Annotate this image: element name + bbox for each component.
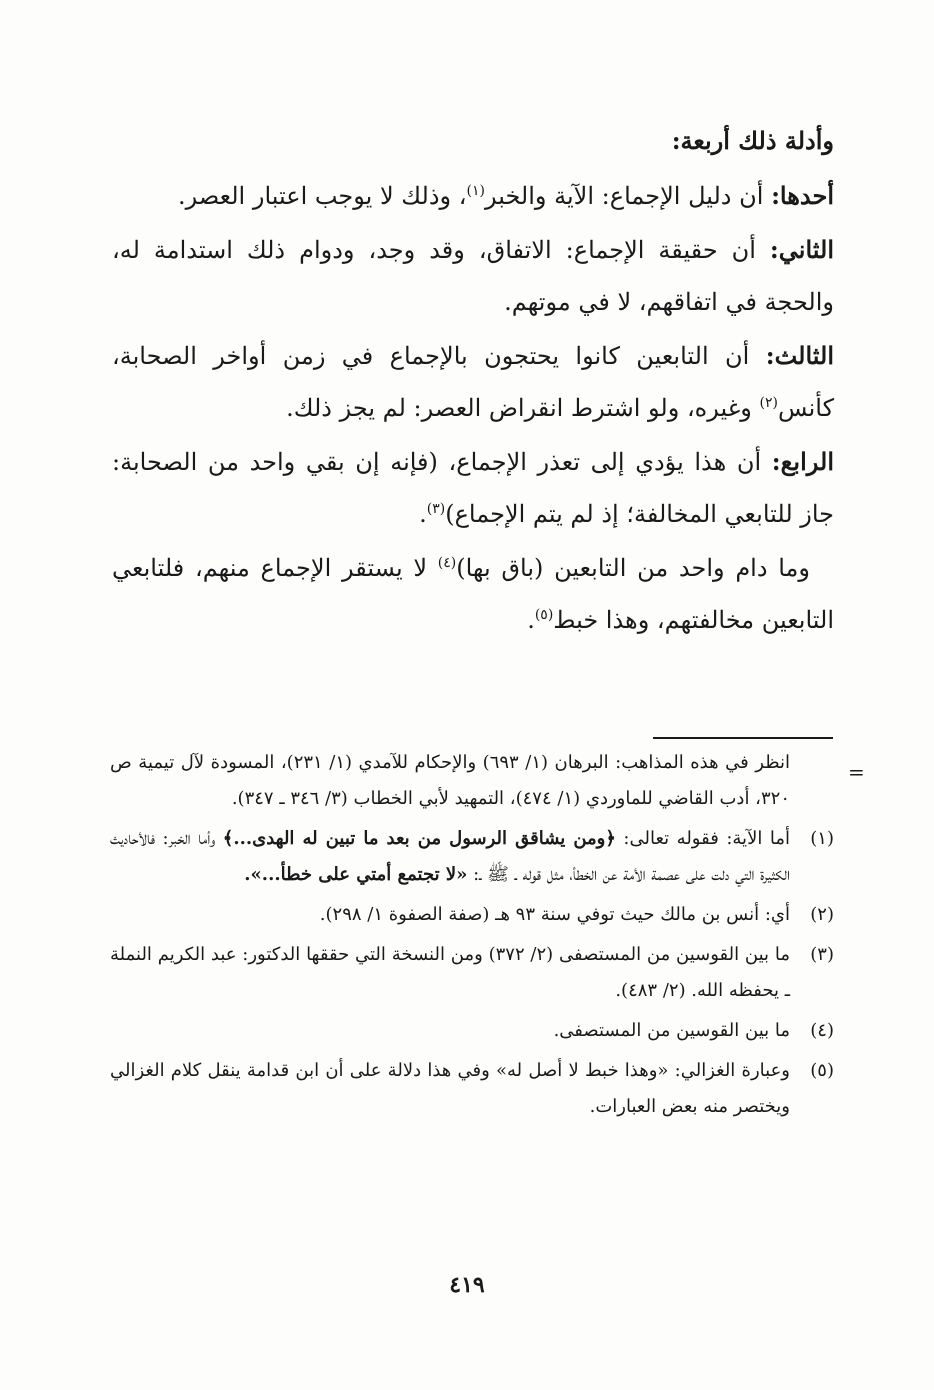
footnote-item	[110, 897, 834, 933]
footnote-text: وعبارة الغزالي: «وهذا خبط لا أصل له» وفي هذا دلالة على أن ابن قدامة ينقل كلام الغزالي ويختصر منه بعض العبارات.	[110, 1060, 790, 1117]
paragraph-text: أن حقيقة الإجماع: الاتفاق، وقد وجد، ودوام ذلك استدامة له، والحجة في اتفاقهم، لا في موتهم.	[112, 236, 834, 316]
footnote-separator	[653, 737, 833, 739]
paragraph-fourth	[112, 436, 834, 540]
footnote-number: (٥)	[810, 1060, 834, 1081]
footnote-text-part: وأما الخبر: فالأحاديث الكثيرة التي دلت على عصمة الأمة عن الخطأ، مثل قوله ـ ﷺ ـ:	[110, 828, 790, 885]
hadith-quote: «لا تجتمع أمتي على خطأ...».	[244, 864, 468, 885]
footnote-ref[interactable]: (٢)	[759, 395, 778, 411]
paragraph-fifth	[112, 542, 834, 646]
footnote-ref[interactable]: (٥)	[534, 607, 554, 623]
page-number: ٤١٩	[449, 1272, 485, 1298]
footnote-text	[110, 821, 790, 893]
footnote-text: ما بين القوسين من المستصفى.	[553, 1020, 790, 1041]
paragraph-text: أن التابعين كانوا يحتجون بالإجماع في زمن أواخر الصحابة، كأنس	[112, 342, 834, 422]
paragraph-text-after: .	[419, 500, 427, 528]
paragraph-first	[112, 170, 834, 222]
continuation-mark: =	[848, 760, 865, 784]
footnote-number: (٣)	[810, 944, 834, 965]
paragraph-lead: الرابع:	[771, 447, 834, 476]
paragraph-lead: الثاني:	[769, 235, 834, 264]
footnote-ref[interactable]: (٤)	[437, 555, 457, 571]
footnote-text-part: أما الآية: فقوله تعالى:	[615, 828, 790, 849]
footnote-ref[interactable]: (٣)	[426, 501, 446, 517]
footnote-number: (٢)	[810, 904, 834, 925]
paragraph-text: وما دام واحد من التابعين (باق بها)	[456, 554, 811, 582]
section-heading: وأدلة ذلك أربعة:	[671, 126, 834, 155]
footnote-text: أي: أنس بن مالك حيث توفي سنة ٩٣ هـ (صفة الصفوة ١/ ٢٩٨).	[319, 904, 790, 925]
footnotes	[110, 745, 834, 1129]
footnote-text: ما بين القوسين من المستصفى (٢/ ٣٧٢) ومن النسخة التي حققها الدكتور: عبد الكريم النملة ـ يحفظه الله. (٢/ ٤٨٣).	[110, 944, 790, 1001]
paragraph-text: أن دليل الإجماع: الآية والخبر	[484, 182, 764, 210]
footnote-item	[110, 1053, 834, 1125]
paragraph-lead: الثالث:	[765, 341, 834, 370]
paragraph-second	[112, 224, 834, 328]
footnote-item	[110, 937, 834, 1009]
footnote-item	[110, 1013, 834, 1049]
footnote-item	[110, 821, 834, 893]
footnote-ref[interactable]: (١)	[466, 183, 485, 199]
quran-quote: ﴿ومن يشاقق الرسول من بعد ما تبين له الهدى...﴾	[222, 828, 616, 849]
footnote-continuation	[110, 745, 834, 817]
paragraph-lead: أحدها:	[771, 181, 834, 210]
footnote-number: (١)	[810, 828, 834, 849]
paragraph-text-after: وغيره، ولو اشترط انقراض العصر: لم يجز ذلك.	[286, 394, 760, 422]
paragraph-text: أن هذا يؤدي إلى تعذر الإجماع، (فإنه إن بقي واحد من الصحابة: جاز للتابعي المخالفة؛ إذ لم يتم الإجماع)	[112, 448, 834, 528]
main-text	[112, 118, 834, 648]
paragraph-text-end: .	[527, 606, 535, 634]
footnote-text: انظر في هذه المذاهب: البرهان (١/ ٦٩٣) والإحكام للآمدي (١/ ٢٣١)، المسودة لآل تيمية ص ٣٢٠، أدب القاضي للماوردي (١/ ٤٧٤)، التمهيد لأبي الخطاب (٣/ ٣٤٦ ـ ٣٤٧).	[110, 752, 790, 809]
paragraph-text-after: ، وذلك لا يوجب اعتبار العصر.	[177, 182, 467, 210]
paragraph-text-after: لا يستقر الإجماع منهم، فلتابعي التابعين مخالفتهم، وهذا خبط	[112, 554, 834, 634]
footnote-number: (٤)	[810, 1020, 834, 1041]
paragraph-third	[112, 330, 834, 434]
